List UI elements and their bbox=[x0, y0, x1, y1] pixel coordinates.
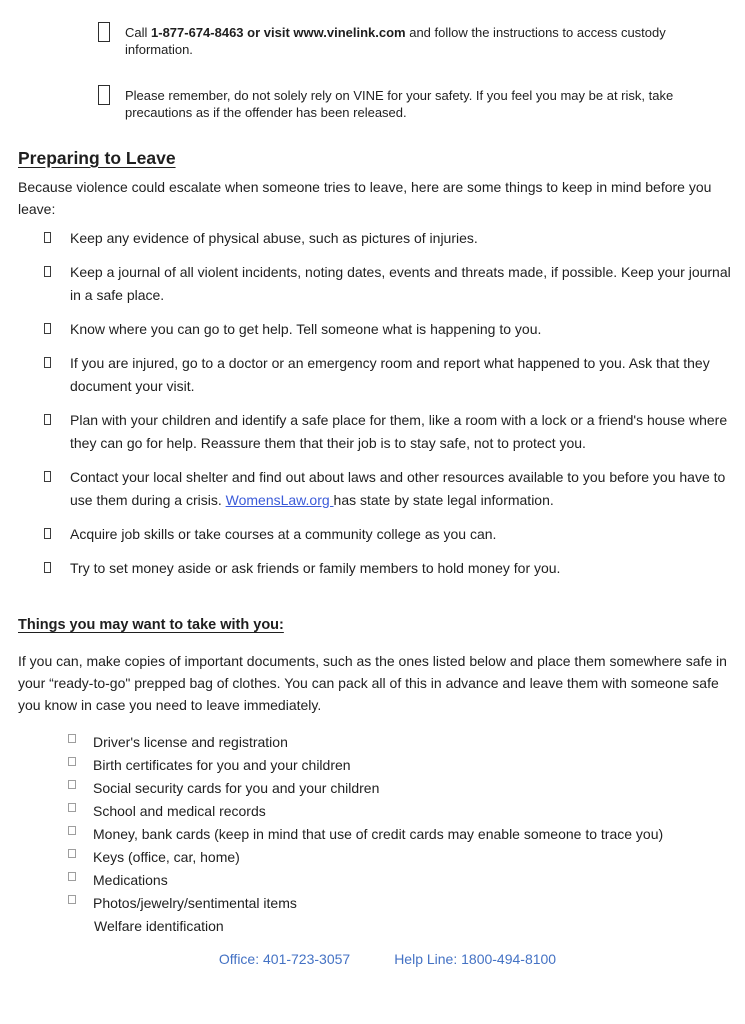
bullet-text bbox=[70, 466, 734, 512]
office-phone: Office: 401-723-3057 bbox=[218, 951, 351, 967]
checklist-item bbox=[68, 754, 723, 777]
checklist-item-no-box: Welfare identification bbox=[94, 918, 224, 934]
checkbox-icon bbox=[68, 895, 76, 904]
preparing-intro: Because violence could escalate when someone tries to leave, here are some things to keep in mind before you leave: bbox=[18, 179, 712, 217]
checklist-text: Money, bank cards (keep in mind that use of credit cards may enable someone to trace you) bbox=[93, 826, 664, 842]
list-item bbox=[44, 352, 734, 398]
bullet-text: Keep any evidence of physical abuse, such as pictures of injuries. bbox=[70, 230, 478, 246]
notice-vine-warning bbox=[98, 88, 745, 121]
checklist-text: Driver's license and registration bbox=[93, 734, 288, 750]
checkbox-icon bbox=[68, 780, 76, 789]
missing-glyph-bullet-icon bbox=[44, 562, 51, 573]
take-checklist bbox=[0, 731, 745, 915]
missing-glyph-icon bbox=[98, 22, 110, 42]
missing-glyph-bullet-icon bbox=[44, 232, 51, 243]
bullet-text: Try to set money aside or ask friends or family members to hold money for you. bbox=[70, 560, 561, 576]
bullet-text: Know where you can go to get help. Tell someone what is happening to you. bbox=[70, 321, 542, 337]
notice-call-vine bbox=[98, 25, 745, 58]
vine-notices bbox=[0, 0, 745, 121]
bullet-text: If you are injured, go to a doctor or an emergency room and report what happened to you. Ask that they document your visit. bbox=[70, 355, 710, 394]
notice-prefix: Call bbox=[125, 25, 152, 40]
checklist-item bbox=[68, 846, 723, 869]
list-item bbox=[44, 523, 734, 546]
checklist-text: Social security cards for you and your children bbox=[93, 780, 380, 796]
help-line-phone: Help Line: 1800-494-8100 bbox=[394, 951, 557, 967]
bullet-text: Plan with your children and identify a safe place for them, like a room with a lock or a friend's house where they can go for help. Reassure them that their job is to stay safe, not to protect you. bbox=[70, 412, 728, 451]
heading-things-to-take: Things you may want to take with you: bbox=[18, 617, 284, 633]
womenslaw-link[interactable]: WomensLaw.org bbox=[225, 492, 334, 508]
checkbox-icon bbox=[68, 849, 76, 858]
heading-preparing-to-leave: Preparing to Leave bbox=[18, 148, 176, 168]
checkbox-icon bbox=[68, 803, 76, 812]
missing-glyph-bullet-icon bbox=[44, 323, 51, 334]
checklist-item bbox=[68, 823, 723, 846]
checklist-item bbox=[68, 777, 723, 800]
checkbox-icon bbox=[68, 734, 76, 743]
checklist-text: Photos/jewelry/sentimental items bbox=[93, 895, 297, 911]
checklist-item bbox=[68, 731, 723, 754]
missing-glyph-bullet-icon bbox=[44, 266, 51, 277]
missing-glyph-bullet-icon bbox=[44, 414, 51, 425]
list-item bbox=[44, 557, 734, 580]
checklist-text: Keys (office, car, home) bbox=[93, 849, 240, 865]
missing-glyph-bullet-icon bbox=[44, 357, 51, 368]
list-item bbox=[44, 261, 734, 307]
checkbox-icon bbox=[68, 872, 76, 881]
list-item bbox=[44, 318, 734, 341]
list-item-with-link bbox=[44, 466, 734, 512]
checkbox-icon bbox=[68, 757, 76, 766]
things-intro: If you can, make copies of important documents, such as the ones listed below and place them somewhere safe in your “ready-to-go" prepped bag of clothes. You can pack all of this in advance and leave them with someone safe you know in case you need to leave immediately. bbox=[18, 653, 727, 713]
checklist-text: Medications bbox=[93, 872, 168, 888]
missing-glyph-bullet-icon bbox=[44, 471, 51, 482]
contact-footer bbox=[0, 951, 745, 967]
bullet-link-pre: Contact your local shelter and find out about laws and other resources available to you before you have to use them during a crisis. bbox=[70, 469, 726, 508]
checklist-item bbox=[68, 869, 723, 892]
missing-glyph-bullet-icon bbox=[44, 528, 51, 539]
missing-glyph-icon bbox=[98, 85, 110, 105]
notice-vine-warning-text: Please remember, do not solely rely on VINE for your safety. If you feel you may be at risk, take precautions as if the offender has been released. bbox=[125, 88, 674, 120]
notice-phone-and-url: 1-877-674-8463 or visit www.vinelink.com bbox=[151, 25, 406, 40]
bullet-link-post: has state by state legal information. bbox=[333, 492, 554, 508]
checklist-item bbox=[68, 892, 723, 915]
bullet-text: Acquire job skills or take courses at a community college as you can. bbox=[70, 526, 497, 542]
checklist-text: Birth certificates for you and your children bbox=[93, 757, 351, 773]
preparing-bullet-list bbox=[0, 227, 745, 580]
checklist-text: School and medical records bbox=[93, 803, 266, 819]
notice-call-vine-text bbox=[125, 25, 700, 58]
list-item bbox=[44, 409, 734, 455]
bullet-text: Keep a journal of all violent incidents, noting dates, events and threats made, if possible. Keep your journal in a safe place. bbox=[70, 264, 731, 303]
notice-suffix: and follow the instructions to access custody information. bbox=[125, 25, 666, 57]
checkbox-icon bbox=[68, 826, 76, 835]
list-item bbox=[44, 227, 734, 250]
checklist-item bbox=[68, 800, 723, 823]
